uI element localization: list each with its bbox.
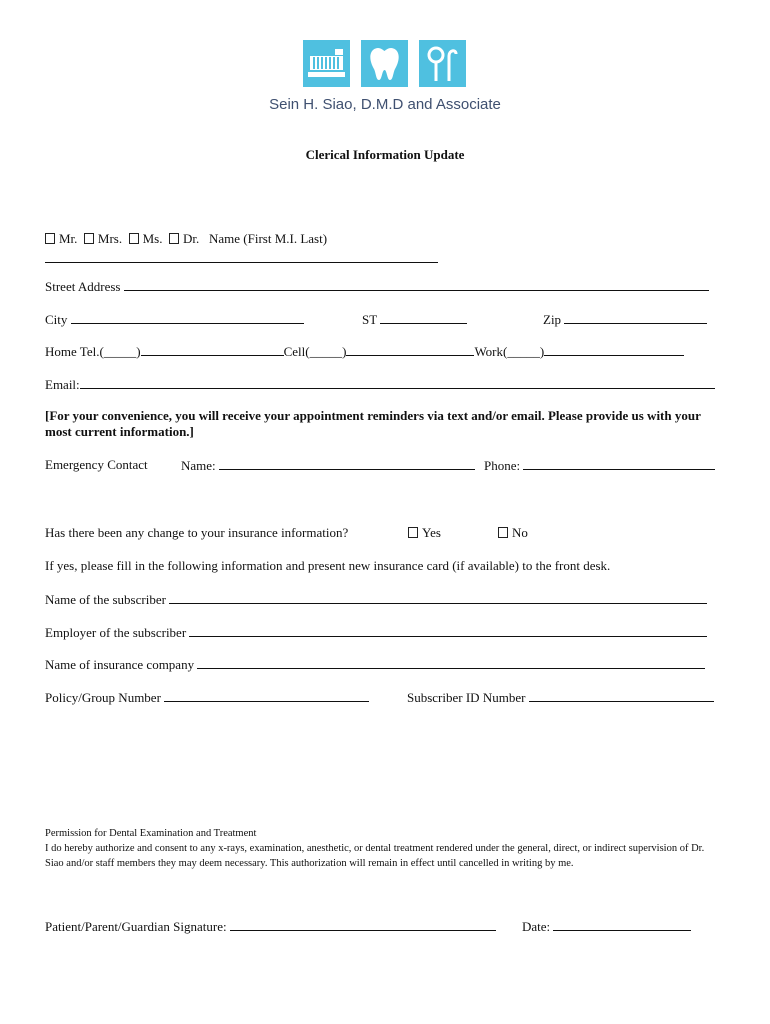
emergency-name-field[interactable]	[219, 457, 475, 470]
signature-field[interactable]	[230, 918, 496, 931]
name-field[interactable]	[45, 250, 438, 263]
emergency-phone-field[interactable]	[523, 457, 715, 470]
no-checkbox[interactable]	[498, 527, 508, 538]
mrs-label: Mrs.	[97, 231, 123, 246]
insurance-company-label: Name of insurance company	[45, 657, 195, 672]
subscriber-id-field[interactable]	[529, 689, 714, 702]
date-label: Date:	[522, 919, 551, 934]
emergency-phone-label: Phone:	[484, 458, 521, 473]
signature-label: Patient/Parent/Guardian Signature:	[45, 919, 227, 934]
work-label: Work(_____)	[474, 344, 545, 359]
salutation-row	[45, 231, 327, 247]
logo-tooth	[361, 40, 408, 87]
subscriber-name-label: Name of the subscriber	[45, 592, 166, 607]
ms-checkbox[interactable]	[129, 233, 139, 244]
email-field[interactable]	[80, 376, 715, 389]
state-label: ST	[362, 312, 377, 327]
mrs-checkbox[interactable]	[84, 233, 94, 244]
date-field[interactable]	[553, 918, 691, 931]
subscriber-name-field[interactable]	[169, 591, 707, 604]
no-label: No	[512, 525, 528, 540]
home-tel-field[interactable]	[141, 343, 284, 356]
logo-toothbrush	[303, 40, 350, 87]
dental-mirror-icon	[419, 40, 466, 87]
home-tel-label: Home Tel.(_____)	[45, 344, 141, 359]
policy-label: Policy/Group Number	[45, 690, 161, 705]
employer-field[interactable]	[189, 624, 707, 637]
insurance-company-field[interactable]	[197, 656, 705, 669]
street-label: Street Address	[45, 279, 121, 294]
ms-label: Ms.	[142, 231, 163, 246]
permission-heading: Permission for Dental Examination and Treatment	[45, 828, 257, 839]
permission-text: I do hereby authorize and consent to any x-rays, examination, anesthetic, or dental treatment rendered under the general, direct, or indirect supervision of Dr. Siao and/or staff members they may deem necessary. This authorization will remain in effect until cancelled in writing by me.	[45, 843, 705, 869]
subscriber-id-label: Subscriber ID Number	[407, 690, 526, 705]
insurance-instruction: If yes, please fill in the following information and present new insurance card (if available) to the front desk.	[45, 558, 611, 573]
tooth-icon	[361, 40, 408, 87]
state-field[interactable]	[380, 311, 467, 324]
work-field[interactable]	[544, 343, 684, 356]
zip-label: Zip	[543, 312, 562, 327]
yes-label: Yes	[422, 525, 441, 540]
city-label: City	[45, 312, 68, 327]
insurance-question: Has there been any change to your insurance information?	[45, 525, 349, 540]
dr-checkbox[interactable]	[169, 233, 179, 244]
city-field[interactable]	[71, 311, 304, 324]
policy-field[interactable]	[164, 689, 369, 702]
zip-field[interactable]	[564, 311, 707, 324]
email-label: Email:	[45, 377, 80, 392]
yes-checkbox[interactable]	[408, 527, 418, 538]
toothbrush-icon	[303, 40, 350, 87]
cell-field[interactable]	[346, 343, 474, 356]
emergency-name-label: Name:	[181, 458, 216, 473]
mr-checkbox[interactable]	[45, 233, 55, 244]
reminder-notice: [For your convenience, you will receive your appointment reminders via text and/or email. Please provide us with your most current information.]	[45, 408, 701, 439]
dr-label: Dr.	[183, 231, 200, 246]
employer-label: Employer of the subscriber	[45, 625, 187, 640]
name-label: Name (First M.I. Last)	[209, 231, 328, 246]
logo-dental-mirror	[419, 40, 466, 87]
cell-label: Cell(_____)	[283, 344, 347, 359]
street-field[interactable]	[124, 278, 709, 291]
mr-label: Mr.	[59, 231, 78, 246]
practice-name: Sein H. Siao, D.M.D and Associate	[269, 96, 501, 113]
emergency-label: Emergency Contact	[45, 457, 148, 472]
form-title: Clerical Information Update	[305, 147, 465, 162]
